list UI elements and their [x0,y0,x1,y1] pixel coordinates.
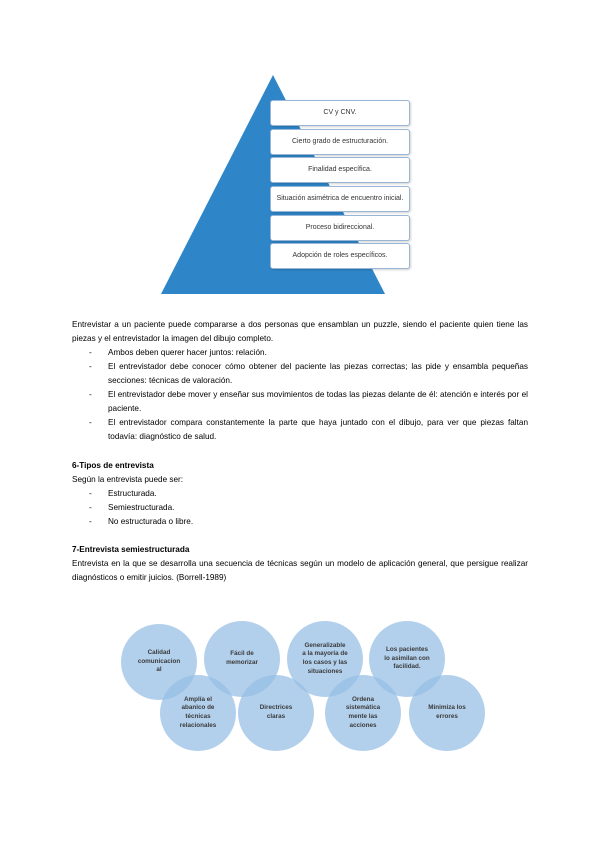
pyramid-item-2: Cierto grado de estructuración. [270,129,410,155]
section-6 [72,459,528,529]
circle-facil-de-memorizar: Fácil de memorizar [204,621,280,697]
list-item: - No estructurada o libre. [89,517,194,526]
pyramid-item-6: Adopción de roles específicos. [270,243,410,269]
circle-amplia-abanico: Amplía el abanico de técnicas relacionales [160,675,236,751]
circle-ordena-acciones: Ordena sistemática mente las acciones [325,675,401,751]
pyramid-item-3: Finalidad específica. [270,157,410,183]
list-item: - Ambos deben querer hacer juntos: relación. [89,348,267,357]
list-item: - Semiestructurada. [89,503,175,512]
circle-pacientes-asimilan: Los pacientes lo asimilan con facilidad. [369,621,445,697]
pyramid-item-5: Proceso bidireccional. [270,215,410,241]
pyramid-item-4: Situación asimétrica de encuentro inicial. [270,186,410,212]
circle-generalizable: Generalizable a la mayoría de los casos y las situaciones [287,621,363,697]
section-7 [72,543,528,585]
circle-calidad-comunicacional: Calidad comunicacion al [121,624,197,700]
list-item: - Estructurada. [89,489,157,498]
pyramid-item-1: CV y CNV. [270,100,410,126]
circle-directrices-claras: Directrices claras [238,675,314,751]
section-6-bullet-list [72,487,528,529]
list-item: - El entrevistador debe conocer cómo obtener del paciente las piezas correctas; las pide y ensambla pequeñas secciones: técnicas de valoración. [89,362,528,385]
intro-section [72,318,528,444]
section-6-intro: Según la entrevista puede ser: [72,475,184,484]
circle-minimiza-errores: Minimiza los errores [409,675,485,751]
intro-bullet-list [72,346,528,444]
intro-paragraph: Entrevistar a un paciente puede compararse a dos personas que ensamblan un puzzle, siendo el paciente quien tiene las piezas y el entrevistador la imagen del dibujo completo. [72,320,528,343]
section-6-heading: 6-Tipos de entrevista [72,461,154,470]
list-item: - El entrevistador debe mover y enseñar sus movimientos de todas las piezas delante de él: atención e interés por el paciente. [89,390,528,413]
section-7-paragraph: Entrevista en la que se desarrolla una secuencia de técnicas según un modelo de aplicación general, que persigue realizar diagnósticos o emitir juicios. (Borrell-1989) [72,559,528,582]
section-7-heading: 7-Entrevista semiestructurada [72,545,190,554]
list-item: - El entrevistador compara constantemente la parte que haya juntado con el dibujo, para ver que piezas faltan todavía: diagnóstico de salud. [89,418,528,441]
